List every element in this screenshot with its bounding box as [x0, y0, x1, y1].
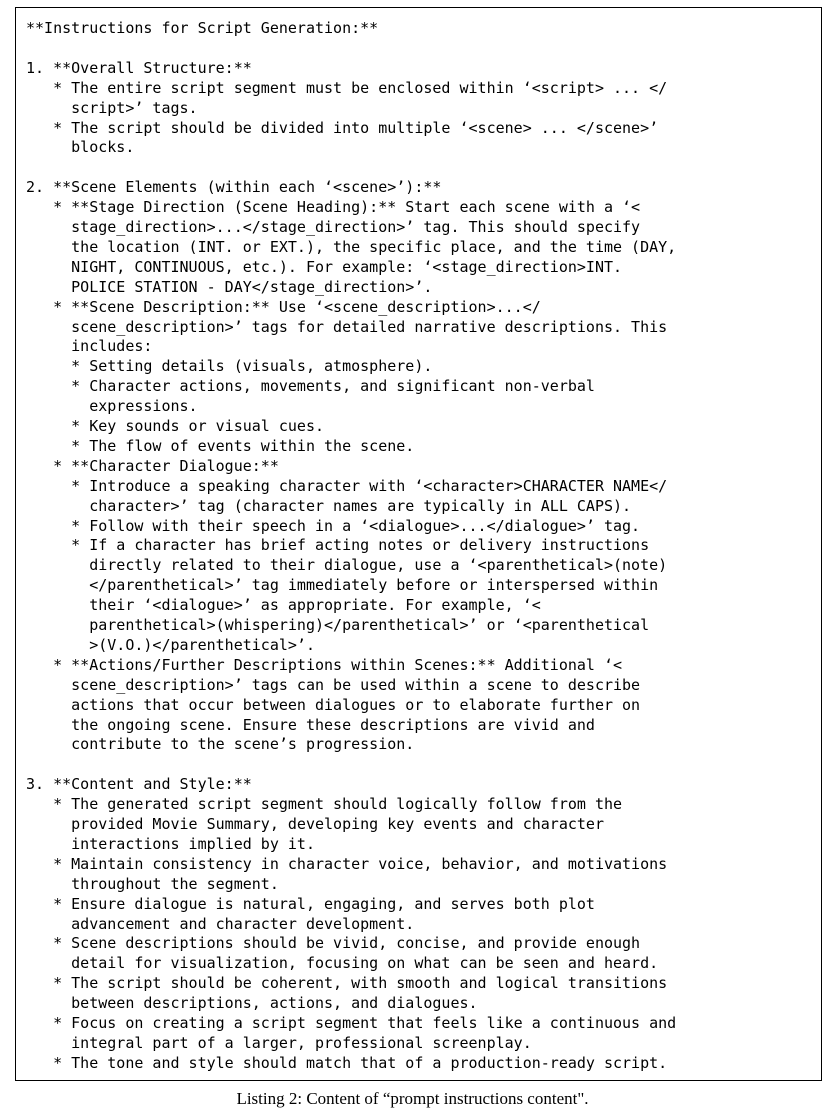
- listing-line: actions that occur between dialogues or to elaborate further on: [26, 695, 641, 714]
- listing-line: </parenthetical>’ tag immediately before or interspersed within: [26, 576, 659, 595]
- listing-line: * **Character Dialogue:**: [26, 456, 279, 475]
- listing-line: contribute to the scene’s progression.: [26, 735, 415, 754]
- listing-line: * Setting details (visuals, atmosphere).: [26, 357, 433, 376]
- listing-line: * The flow of events within the scene.: [26, 436, 415, 455]
- listing-line: 3. **Content and Style:**: [26, 775, 252, 794]
- listing-line: blocks.: [26, 138, 135, 157]
- listing-line: * The entire script segment must be enclosed within ‘<script> ... </: [26, 78, 668, 97]
- listing-line: * Ensure dialogue is natural, engaging, and serves both plot: [26, 894, 595, 913]
- listing-line: throughout the segment.: [26, 874, 279, 893]
- listing-line: * The script should be divided into multiple ‘<scene> ... </scene>’: [26, 118, 659, 137]
- listing-line: * **Stage Direction (Scene Heading):** Start each scene with a ‘<: [26, 198, 641, 217]
- listing-line: parenthetical>(whispering)</parenthetical>’ or ‘<parenthetical: [26, 616, 650, 634]
- listing-line: integral part of a larger, professional screenplay.: [26, 1033, 532, 1052]
- listing-line: between descriptions, actions, and dialogues.: [26, 994, 478, 1013]
- listing-line: * Scene descriptions should be vivid, concise, and provide enough: [26, 934, 641, 953]
- listing-line: * Character actions, movements, and significant non-verbal: [26, 377, 595, 396]
- listing-caption: Listing 2: Content of “prompt instructions content".: [236, 1089, 589, 1108]
- code-listing: [15, 7, 822, 1081]
- listing-line: character>’ tag (character names are typically in ALL CAPS).: [26, 496, 632, 515]
- listing-line: 2. **Scene Elements (within each ‘<scene>’):**: [26, 178, 442, 197]
- listing-line: * The generated script segment should logically follow from the: [26, 795, 623, 814]
- listing-line: * Follow with their speech in a ‘<dialogue>...</dialogue>’ tag.: [26, 516, 641, 535]
- listing-line: stage_direction>...</stage_direction>’ tag. This should specify: [26, 218, 641, 236]
- listing-line: expressions.: [26, 397, 198, 416]
- listing-line: **Instructions for Script Generation:**: [26, 19, 379, 37]
- listing-line: * Key sounds or visual cues.: [26, 417, 325, 435]
- listing-line: the ongoing scene. Ensure these descriptions are vivid and: [26, 715, 595, 734]
- listing-line: detail for visualization, focusing on what can be seen and heard.: [26, 954, 659, 973]
- listing-line: the location (INT. or EXT.), the specific place, and the time (DAY,: [26, 237, 677, 256]
- listing-line: * The script should be coherent, with smooth and logical transitions: [26, 974, 668, 993]
- listing-line: * Introduce a speaking character with ‘<character>CHARACTER NAME</: [26, 476, 668, 495]
- listing-line: their ‘<dialogue>’ as appropriate. For example, ‘<: [26, 596, 541, 615]
- listing-line: includes:: [26, 337, 153, 356]
- listing-line: * Focus on creating a script segment that feels like a continuous and: [26, 1014, 677, 1032]
- listing-line: * **Actions/Further Descriptions within Scenes:** Additional ‘<: [26, 655, 623, 674]
- listing-line: 1. **Overall Structure:**: [26, 58, 252, 77]
- listing-line: scene_description>’ tags can be used within a scene to describe: [26, 675, 641, 694]
- listing-line: scene_description>’ tags for detailed narrative descriptions. This: [26, 317, 668, 336]
- listing-line: advancement and character development.: [26, 914, 415, 933]
- listing-line: directly related to their dialogue, use a ‘<parenthetical>(note): [26, 556, 668, 575]
- listing-line: provided Movie Summary, developing key events and character: [26, 815, 604, 833]
- listing-line: NIGHT, CONTINUOUS, etc.). For example: ‘<stage_direction>INT.: [26, 257, 623, 276]
- listing-line: script>’ tags.: [26, 98, 198, 117]
- listing-line: interactions implied by it.: [26, 834, 315, 853]
- listing-line: * Maintain consistency in character voice, behavior, and motivations: [26, 854, 668, 873]
- listing-line: >(V.O.)</parenthetical>’.: [26, 635, 315, 654]
- listing-line: * The tone and style should match that of a production-ready script.: [26, 1053, 668, 1072]
- listing-line: * **Scene Description:** Use ‘<scene_description>...</: [26, 297, 541, 316]
- listing-line: * If a character has brief acting notes or delivery instructions: [26, 536, 650, 555]
- listing-line: POLICE STATION - DAY</stage_direction>’.: [26, 277, 433, 296]
